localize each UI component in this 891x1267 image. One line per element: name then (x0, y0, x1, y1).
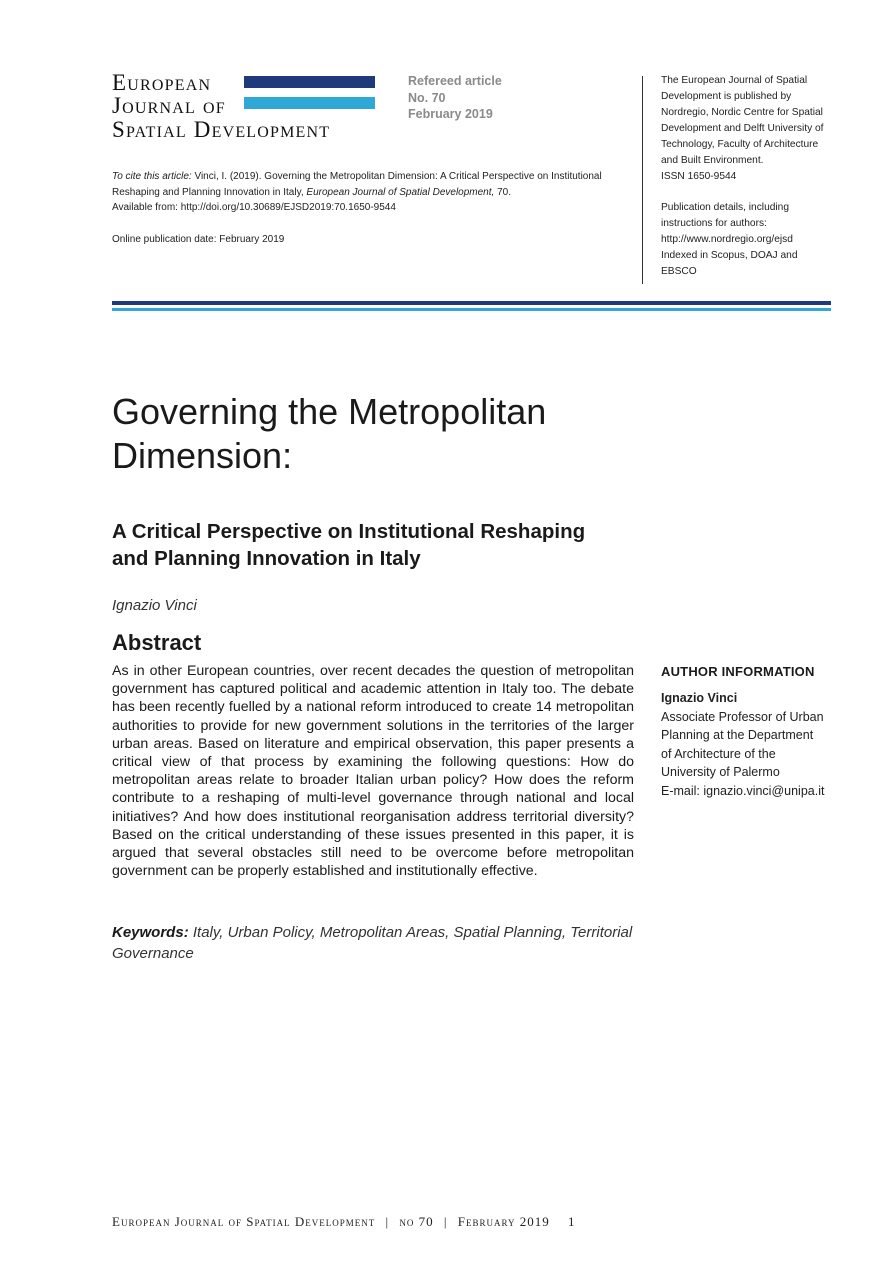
header-rule-cyan (112, 308, 831, 311)
article-type: Refereed article (408, 74, 502, 88)
journal-url-link[interactable]: http://www.nordregio.org/ejsd (661, 234, 793, 245)
footer-separator: | (443, 1214, 448, 1229)
details-line: Publication details, including (661, 202, 789, 213)
author-info-line: Associate Professor of Urban (661, 709, 824, 724)
header-rule-navy (112, 301, 831, 305)
keywords (112, 922, 634, 964)
abstract-text: As in other European countries, over recent decades the question of metropolitan government has captured political and academic attention in Italy too. The debate has been recently fuelled by a national reform introduced to create 14 metropolitan authorities to provide for new government solutions in the territories of the larger urban areas. Based on literature and empirical observation, this paper presents a critical view of that process by examining the following questions: How do metropolitan areas relate to broader Italian urban policy? How does the reform contribute to a reshaping of multi-level governance through national and local initiatives? And how does institutional reorganisation address territorial diversity? Based on the critical understanding of these issues presented in this paper, it is argued that several obstacles still need to be overcome before metropolitan government can be properly established and institutionally effective. (112, 663, 634, 880)
author-info-line: of Architecture of the (661, 746, 776, 761)
footer-separator: | (385, 1214, 390, 1229)
author-email[interactable]: E-mail: ignazio.vinci@unipa.it (661, 783, 825, 798)
publisher-line: Technology, Faculty of Architecture (661, 139, 819, 150)
publisher-line: and Built Environment. (661, 155, 764, 166)
keywords-text: Italy, Urban Policy, Metropolitan Areas, Spatial Planning, Territorial Governance (112, 924, 633, 962)
page-footer (112, 1214, 576, 1230)
page-subtitle (112, 518, 672, 572)
logo-cyan-bar (244, 97, 375, 109)
footer-number: no 70 (399, 1214, 434, 1229)
online-publication-date: Online publication date: February 2019 (112, 234, 285, 245)
page-number: 1 (568, 1214, 576, 1229)
header-divider (642, 76, 643, 284)
details-line: Indexed in Scopus, DOAJ and (661, 250, 798, 261)
keywords-label: Keywords: (112, 924, 189, 941)
publisher-line: The European Journal of Spatial (661, 75, 808, 86)
citation-prefix: To cite this article: (112, 171, 192, 182)
article-number: No. 70 (408, 90, 446, 105)
author-name: Ignazio Vinci (112, 597, 197, 614)
article-date: February 2019 (408, 107, 493, 121)
subtitle-line1: A Critical Perspective on Institutional Reshaping (112, 520, 586, 543)
details-line: instructions for authors: (661, 218, 767, 229)
title-line1: Governing the Metropolitan (112, 391, 547, 432)
journal-logo-line2: Journal of (112, 93, 226, 118)
author-info-line: University of Palermo (661, 765, 780, 779)
author-info-line: Planning at the Department (661, 728, 814, 742)
journal-logo-line3: Spatial Development (112, 117, 331, 142)
footer-date: February 2019 (457, 1214, 550, 1229)
page-title (112, 390, 672, 478)
publisher-line: Nordregio, Nordic Centre for Spatial (661, 107, 823, 118)
author-info-heading: AUTHOR INFORMATION (661, 664, 815, 679)
title-line2: Dimension: (112, 435, 293, 476)
logo-navy-bar (244, 76, 375, 88)
details-line: EBSCO (661, 266, 697, 277)
publisher-line: Development and Delft University of (661, 123, 824, 134)
citation-suffix: 70. (497, 186, 511, 198)
author-info (661, 689, 851, 800)
citation (112, 169, 612, 216)
citation-available[interactable]: Available from: http://doi.org/10.30689/EJSD2019:70.1650-9544 (112, 202, 396, 213)
footer-journal: European Journal of Spatial Development (112, 1214, 376, 1229)
subtitle-line2: and Planning Innovation in Italy (112, 547, 421, 570)
publication-details (661, 200, 841, 280)
citation-journal: European Journal of Spatial Development, (306, 186, 495, 198)
author-info-name: Ignazio Vinci (661, 691, 738, 705)
abstract-heading: Abstract (112, 630, 202, 655)
publisher-line: Development is published by (661, 91, 792, 102)
issn: ISSN 1650-9544 (661, 171, 737, 182)
citation-text: Vinci, I. (2019). Governing the Metropolitan Dimension: A Critical Perspective on Institutional Reshaping and Planning Innovation in Italy, (112, 171, 602, 198)
journal-logo-line1: European (112, 70, 212, 95)
publisher-info (661, 73, 841, 185)
